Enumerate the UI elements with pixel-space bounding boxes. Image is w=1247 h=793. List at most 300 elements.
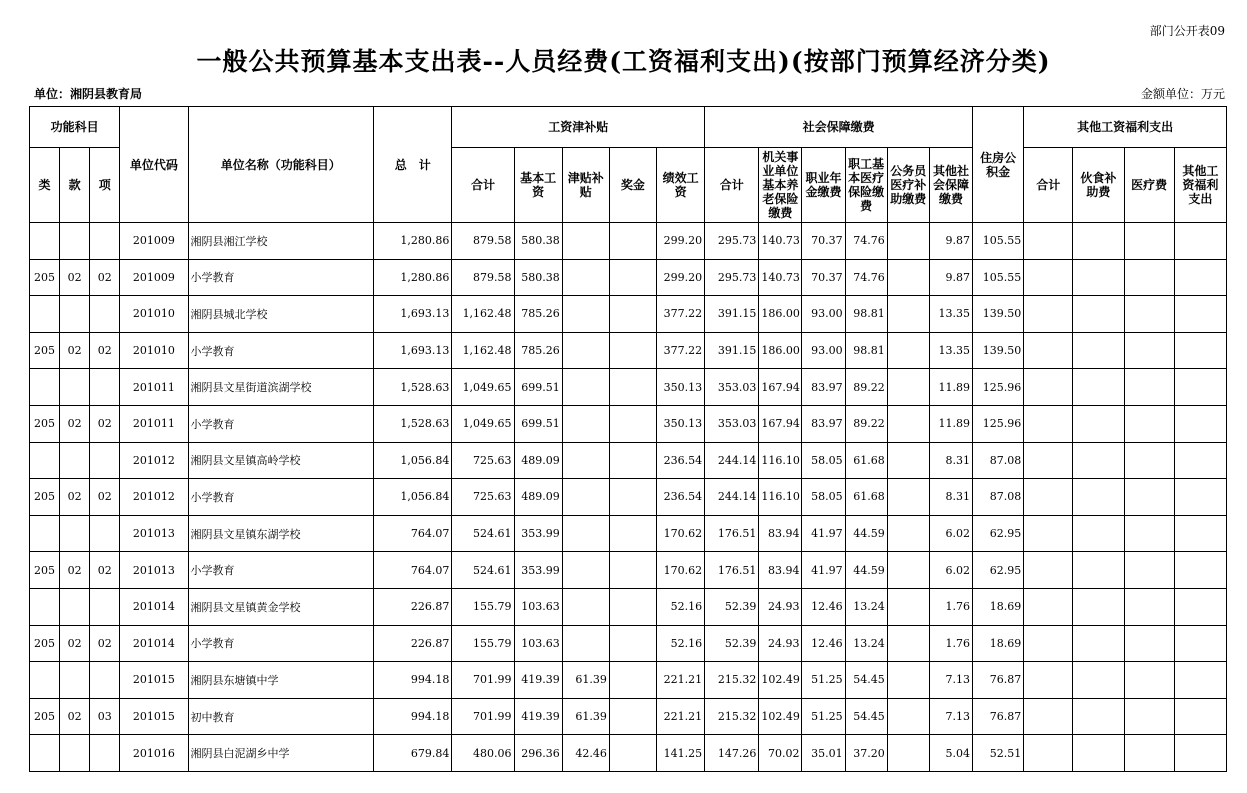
table-row [30,552,1227,589]
cell-soc-med: 98.81 [845,332,887,369]
cell-soc-med: 61.68 [845,479,887,516]
header-sal-bonus: 奖金 [609,148,656,223]
cell-oth-med [1124,405,1174,442]
cell-code: 201012 [120,442,188,479]
cell-code: 201015 [120,662,188,699]
cell-oth-sum [1024,296,1073,333]
cell-code: 201014 [120,588,188,625]
cell-sal-allow [562,296,609,333]
cell-sal-allow [562,442,609,479]
cell-lei [30,515,60,552]
header-oth-med: 医疗费 [1124,148,1174,223]
cell-sal-allow [562,332,609,369]
cell-lei: 205 [30,405,60,442]
cell-soc-other: 11.89 [929,405,972,442]
table-row [30,625,1227,662]
cell-oth-sum [1024,405,1073,442]
cell-oth-meal [1073,552,1124,589]
cell-code: 201009 [120,223,188,260]
cell-sal-perf: 350.13 [656,369,704,406]
cell-oth-med [1124,259,1174,296]
cell-xiang: 03 [90,698,120,735]
cell-kuan [60,296,90,333]
cell-soc-sum: 147.26 [705,735,759,772]
header-sal-sum: 合计 [452,148,514,223]
cell-lei [30,369,60,406]
cell-soc-med: 44.59 [845,552,887,589]
cell-soc-pension: 116.10 [759,479,802,516]
cell-housing: 139.50 [973,296,1024,333]
cell-total: 1,056.84 [374,479,452,516]
cell-soc-civil-med [887,588,929,625]
cell-xiang: 02 [90,405,120,442]
cell-lei [30,442,60,479]
cell-soc-annuity: 12.46 [802,588,845,625]
cell-name: 小学教育 [188,332,374,369]
cell-sal-perf: 236.54 [656,442,704,479]
cell-oth-meal [1073,698,1124,735]
cell-oth-other [1174,223,1226,260]
cell-soc-other: 1.76 [929,588,972,625]
cell-soc-civil-med [887,296,929,333]
cell-soc-annuity: 51.25 [802,698,845,735]
cell-soc-other: 8.31 [929,479,972,516]
cell-name: 小学教育 [188,479,374,516]
cell-sal-sum: 701.99 [452,698,514,735]
cell-sal-basic: 580.38 [514,259,562,296]
cell-sal-sum: 524.61 [452,552,514,589]
cell-xiang [90,662,120,699]
cell-total: 1,693.13 [374,296,452,333]
cell-sal-bonus [609,588,656,625]
cell-soc-civil-med [887,259,929,296]
cell-housing: 52.51 [973,735,1024,772]
header-soc-med: 职工基本医疗保险缴费 [845,148,887,223]
cell-soc-sum: 244.14 [705,479,759,516]
cell-total: 764.07 [374,515,452,552]
cell-soc-pension: 83.94 [759,552,802,589]
cell-oth-med [1124,552,1174,589]
cell-oth-meal [1073,625,1124,662]
cell-soc-annuity: 51.25 [802,662,845,699]
cell-sal-bonus [609,515,656,552]
cell-sal-sum: 1,162.48 [452,332,514,369]
cell-oth-meal [1073,662,1124,699]
cell-name: 湘阴县文星镇东湖学校 [188,515,374,552]
cell-oth-other [1174,332,1226,369]
unit-label: 单位：湘阴县教育局 [34,87,143,101]
cell-sal-sum: 879.58 [452,223,514,260]
cell-code: 201013 [120,552,188,589]
cell-sal-basic: 785.26 [514,296,562,333]
cell-total: 226.87 [374,588,452,625]
cell-soc-sum: 295.73 [705,259,759,296]
cell-kuan [60,588,90,625]
cell-soc-annuity: 41.97 [802,552,845,589]
cell-soc-pension: 102.49 [759,662,802,699]
cell-soc-sum: 52.39 [705,588,759,625]
cell-name: 小学教育 [188,405,374,442]
cell-soc-pension: 167.94 [759,369,802,406]
cell-soc-other: 7.13 [929,662,972,699]
cell-oth-meal [1073,479,1124,516]
cell-soc-annuity: 12.46 [802,625,845,662]
cell-total: 1,056.84 [374,442,452,479]
cell-soc-sum: 215.32 [705,698,759,735]
header-soc-sum: 合计 [705,148,759,223]
cell-oth-meal [1073,332,1124,369]
cell-soc-med: 74.76 [845,259,887,296]
cell-oth-sum [1024,479,1073,516]
cell-soc-med: 54.45 [845,698,887,735]
cell-sal-basic: 489.09 [514,479,562,516]
cell-name: 小学教育 [188,625,374,662]
cell-sal-bonus [609,259,656,296]
cell-xiang: 02 [90,332,120,369]
header-soc-pension: 机关事业单位基本养老保险缴费 [759,148,802,223]
table-row [30,662,1227,699]
cell-sal-perf: 52.16 [656,588,704,625]
cell-housing: 76.87 [973,698,1024,735]
cell-name: 湘阴县湘江学校 [188,223,374,260]
cell-code: 201013 [120,515,188,552]
cell-oth-sum [1024,698,1073,735]
cell-oth-sum [1024,625,1073,662]
cell-soc-pension: 116.10 [759,442,802,479]
cell-xiang: 02 [90,552,120,589]
cell-oth-med [1124,735,1174,772]
cell-name: 湘阴县白泥湖乡中学 [188,735,374,772]
cell-kuan: 02 [60,625,90,662]
cell-sal-basic: 699.51 [514,405,562,442]
cell-soc-civil-med [887,332,929,369]
cell-sal-allow [562,405,609,442]
cell-sal-perf: 221.21 [656,662,704,699]
table-body [30,223,1227,772]
cell-sal-perf: 299.20 [656,223,704,260]
cell-soc-civil-med [887,552,929,589]
cell-sal-basic: 353.99 [514,515,562,552]
cell-oth-meal [1073,735,1124,772]
cell-oth-other [1174,662,1226,699]
header-kuan: 款 [60,148,90,223]
cell-soc-civil-med [887,442,929,479]
cell-soc-pension: 83.94 [759,515,802,552]
header-name: 单位名称（功能科目） [188,107,374,223]
cell-oth-med [1124,625,1174,662]
header-func: 功能科目 [30,107,120,148]
cell-soc-civil-med [887,625,929,662]
cell-code: 201014 [120,625,188,662]
cell-soc-annuity: 70.37 [802,259,845,296]
cell-oth-med [1124,332,1174,369]
cell-housing: 125.96 [973,405,1024,442]
cell-sal-bonus [609,442,656,479]
cell-code: 201010 [120,332,188,369]
cell-lei: 205 [30,625,60,662]
cell-soc-other: 7.13 [929,698,972,735]
cell-sal-bonus [609,662,656,699]
cell-soc-civil-med [887,515,929,552]
cell-sal-perf: 221.21 [656,698,704,735]
cell-sal-allow [562,588,609,625]
header-salary-group: 工资津补贴 [452,107,705,148]
cell-sal-bonus [609,296,656,333]
cell-lei: 205 [30,259,60,296]
cell-soc-med: 54.45 [845,662,887,699]
cell-sal-perf: 170.62 [656,515,704,552]
header-soc-other: 其他社会保障缴费 [929,148,972,223]
cell-sal-basic: 785.26 [514,332,562,369]
cell-kuan [60,515,90,552]
cell-oth-med [1124,442,1174,479]
cell-sal-sum: 725.63 [452,442,514,479]
cell-oth-med [1124,698,1174,735]
cell-name: 湘阴县文星镇高岭学校 [188,442,374,479]
cell-total: 994.18 [374,662,452,699]
cell-name: 湘阴县文星镇黄金学校 [188,588,374,625]
cell-total: 1,528.63 [374,405,452,442]
cell-sal-perf: 236.54 [656,479,704,516]
header-oth-meal: 伙食补助费 [1073,148,1124,223]
cell-xiang: 02 [90,259,120,296]
cell-sal-allow [562,625,609,662]
cell-sal-sum: 1,049.65 [452,405,514,442]
cell-oth-meal [1073,259,1124,296]
cell-code: 201012 [120,479,188,516]
cell-xiang [90,296,120,333]
header-oth-other: 其他工资福利支出 [1174,148,1226,223]
cell-housing: 76.87 [973,662,1024,699]
table-row [30,735,1227,772]
cell-oth-sum [1024,369,1073,406]
cell-housing: 105.55 [973,259,1024,296]
cell-sal-perf: 377.22 [656,296,704,333]
cell-sal-sum: 701.99 [452,662,514,699]
cell-soc-med: 89.22 [845,369,887,406]
cell-code: 201009 [120,259,188,296]
header-other-group: 其他工资福利支出 [1024,107,1227,148]
cell-soc-pension: 167.94 [759,405,802,442]
cell-xiang [90,369,120,406]
cell-code: 201016 [120,735,188,772]
cell-housing: 87.08 [973,479,1024,516]
cell-sal-perf: 52.16 [656,625,704,662]
cell-name: 小学教育 [188,552,374,589]
cell-soc-pension: 140.73 [759,223,802,260]
cell-oth-med [1124,296,1174,333]
cell-kuan: 02 [60,552,90,589]
cell-sal-bonus [609,223,656,260]
cell-oth-med [1124,515,1174,552]
cell-sal-bonus [609,405,656,442]
cell-lei [30,735,60,772]
cell-oth-other [1174,479,1226,516]
cell-sal-allow [562,515,609,552]
cell-soc-other: 6.02 [929,515,972,552]
cell-sal-basic: 419.39 [514,662,562,699]
cell-housing: 125.96 [973,369,1024,406]
cell-soc-pension: 24.93 [759,588,802,625]
cell-soc-other: 8.31 [929,442,972,479]
cell-soc-sum: 353.03 [705,369,759,406]
cell-sal-bonus [609,479,656,516]
cell-sal-bonus [609,332,656,369]
cell-total: 1,280.86 [374,223,452,260]
cell-soc-sum: 52.39 [705,625,759,662]
cell-soc-sum: 353.03 [705,405,759,442]
cell-soc-other: 6.02 [929,552,972,589]
cell-code: 201010 [120,296,188,333]
cell-soc-med: 74.76 [845,223,887,260]
cell-soc-other: 13.35 [929,332,972,369]
header-soc-civil-med: 公务员医疗补助缴费 [887,148,929,223]
table-row [30,479,1227,516]
cell-oth-meal [1073,442,1124,479]
cell-name: 湘阴县文星街道滨湖学校 [188,369,374,406]
cell-soc-annuity: 58.05 [802,442,845,479]
page-title: 一般公共预算基本支出表--人员经费(工资福利支出)(按部门预算经济分类) [196,47,1051,76]
cell-soc-pension: 70.02 [759,735,802,772]
cell-oth-sum [1024,588,1073,625]
cell-sal-allow [562,479,609,516]
cell-soc-annuity: 93.00 [802,332,845,369]
cell-soc-annuity: 83.97 [802,369,845,406]
cell-oth-sum [1024,259,1073,296]
cell-oth-sum [1024,332,1073,369]
cell-sal-sum: 155.79 [452,625,514,662]
cell-housing: 18.69 [973,588,1024,625]
cell-soc-sum: 176.51 [705,552,759,589]
cell-soc-pension: 186.00 [759,296,802,333]
cell-lei [30,223,60,260]
cell-xiang [90,588,120,625]
cell-soc-civil-med [887,698,929,735]
header-social-group: 社会保障缴费 [705,107,973,148]
cell-soc-med: 13.24 [845,588,887,625]
cell-lei [30,662,60,699]
cell-soc-med: 13.24 [845,625,887,662]
cell-oth-meal [1073,296,1124,333]
cell-soc-sum: 295.73 [705,223,759,260]
cell-oth-meal [1073,515,1124,552]
cell-oth-other [1174,442,1226,479]
cell-total: 1,528.63 [374,369,452,406]
cell-soc-sum: 176.51 [705,515,759,552]
header-xiang: 项 [90,148,120,223]
cell-sal-sum: 524.61 [452,515,514,552]
cell-sal-sum: 1,049.65 [452,369,514,406]
cell-sal-allow [562,369,609,406]
cell-sal-bonus [609,735,656,772]
cell-sal-allow [562,552,609,589]
table-row [30,405,1227,442]
table-row [30,588,1227,625]
cell-xiang: 02 [90,479,120,516]
cell-total: 679.84 [374,735,452,772]
cell-sal-bonus [609,698,656,735]
cell-oth-other [1174,296,1226,333]
cell-sal-basic: 353.99 [514,552,562,589]
cell-lei: 205 [30,698,60,735]
cell-oth-meal [1073,369,1124,406]
cell-soc-other: 5.04 [929,735,972,772]
cell-soc-med: 61.68 [845,442,887,479]
cell-soc-civil-med [887,735,929,772]
cell-total: 1,693.13 [374,332,452,369]
cell-sal-sum: 725.63 [452,479,514,516]
cell-soc-sum: 391.15 [705,332,759,369]
cell-housing: 87.08 [973,442,1024,479]
cell-soc-med: 44.59 [845,515,887,552]
cell-lei: 205 [30,552,60,589]
header-sal-allow: 津贴补贴 [562,148,609,223]
cell-oth-sum [1024,442,1073,479]
cell-oth-other [1174,698,1226,735]
cell-oth-meal [1073,223,1124,260]
cell-housing: 62.95 [973,515,1024,552]
cell-oth-other [1174,735,1226,772]
cell-sal-perf: 299.20 [656,259,704,296]
cell-kuan [60,369,90,406]
cell-soc-annuity: 70.37 [802,223,845,260]
cell-sal-allow [562,223,609,260]
cell-soc-civil-med [887,479,929,516]
header-oth-sum: 合计 [1024,148,1073,223]
cell-kuan [60,735,90,772]
cell-soc-other: 11.89 [929,369,972,406]
table-row [30,442,1227,479]
cell-name: 湘阴县城北学校 [188,296,374,333]
money-unit-label: 金额单位：万元 [1140,87,1225,101]
header-code: 单位代码 [120,107,188,223]
cell-sal-basic: 103.63 [514,588,562,625]
cell-xiang: 02 [90,625,120,662]
cell-soc-pension: 140.73 [759,259,802,296]
cell-soc-pension: 24.93 [759,625,802,662]
cell-total: 226.87 [374,625,452,662]
cell-oth-meal [1073,405,1124,442]
cell-name: 湘阴县东塘镇中学 [188,662,374,699]
cell-soc-annuity: 83.97 [802,405,845,442]
form-number-label: 部门公开表09 [1149,24,1225,38]
cell-housing: 18.69 [973,625,1024,662]
cell-housing: 105.55 [973,223,1024,260]
cell-total: 994.18 [374,698,452,735]
cell-kuan: 02 [60,405,90,442]
cell-soc-sum: 244.14 [705,442,759,479]
cell-code: 201011 [120,369,188,406]
cell-soc-civil-med [887,405,929,442]
cell-oth-med [1124,223,1174,260]
cell-soc-annuity: 58.05 [802,479,845,516]
header-sal-basic: 基本工资 [514,148,562,223]
cell-kuan: 02 [60,332,90,369]
budget-table [29,106,1227,772]
cell-name: 初中教育 [188,698,374,735]
cell-oth-sum [1024,662,1073,699]
table-row [30,259,1227,296]
cell-kuan: 02 [60,698,90,735]
cell-sal-sum: 155.79 [452,588,514,625]
table-row [30,332,1227,369]
cell-kuan [60,442,90,479]
cell-sal-basic: 296.36 [514,735,562,772]
cell-sal-allow: 42.46 [562,735,609,772]
cell-soc-other: 13.35 [929,296,972,333]
cell-sal-basic: 103.63 [514,625,562,662]
cell-sal-perf: 141.25 [656,735,704,772]
